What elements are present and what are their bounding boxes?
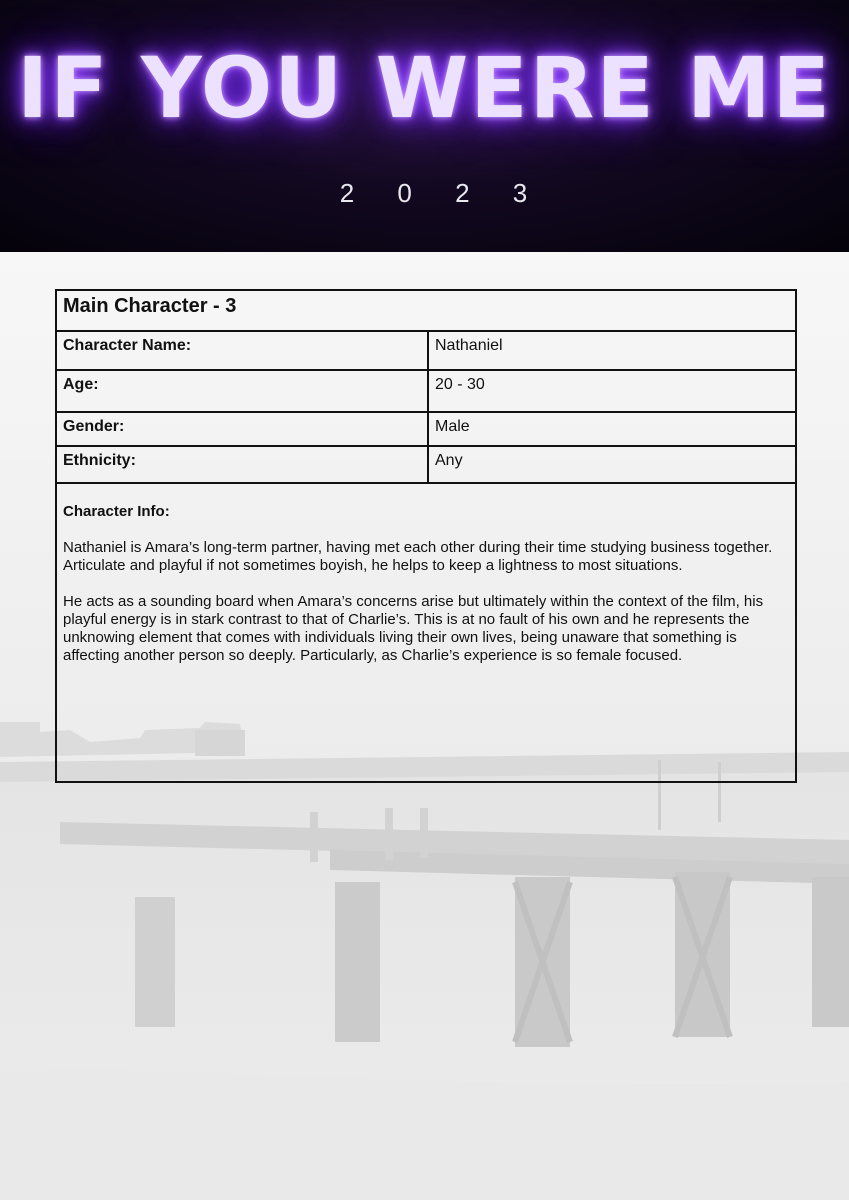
character-info-paragraph: He acts as a sounding board when Amara’s concerns arise but ultimately within the context of the film, his playful energy is in stark contrast to that of Charlie’s. This is at no fault of his own and he represents the unknowing element that comes with individuals living their own lives, being unaware that something is affecting another person so deeply. Particularly, as Charlie’s experience is so female focused. [63,593,764,664]
table-row [57,332,795,371]
table-row [57,447,795,484]
age-value: 20 - 30 [435,376,485,393]
character-name-label: Character Name: [57,332,429,369]
ethnicity-value: Any [435,452,463,469]
table-row [57,413,795,447]
character-info [63,503,789,683]
page-title: IF YOU WERE ME [17,39,832,137]
table-heading-row [57,291,795,332]
character-info-label: Character Info: [63,503,170,520]
character-name-value: Nathaniel [435,337,503,354]
year-label: 2 0 2 3 [339,178,546,208]
age-label: Age: [57,371,429,411]
gender-label: Gender: [57,413,429,445]
table-heading: Main Character - 3 [63,295,237,317]
ethnicity-label: Ethnicity: [57,447,429,482]
header-banner [0,0,849,252]
gender-value: Male [435,418,470,435]
table-row [57,371,795,413]
character-table [55,289,797,783]
character-info-paragraph: Nathaniel is Amara’s long-term partner, having met each other during their time studying business together. Articulate and playful if not sometimes boyish, he helps to keep a lightness to most situations. [63,539,773,574]
